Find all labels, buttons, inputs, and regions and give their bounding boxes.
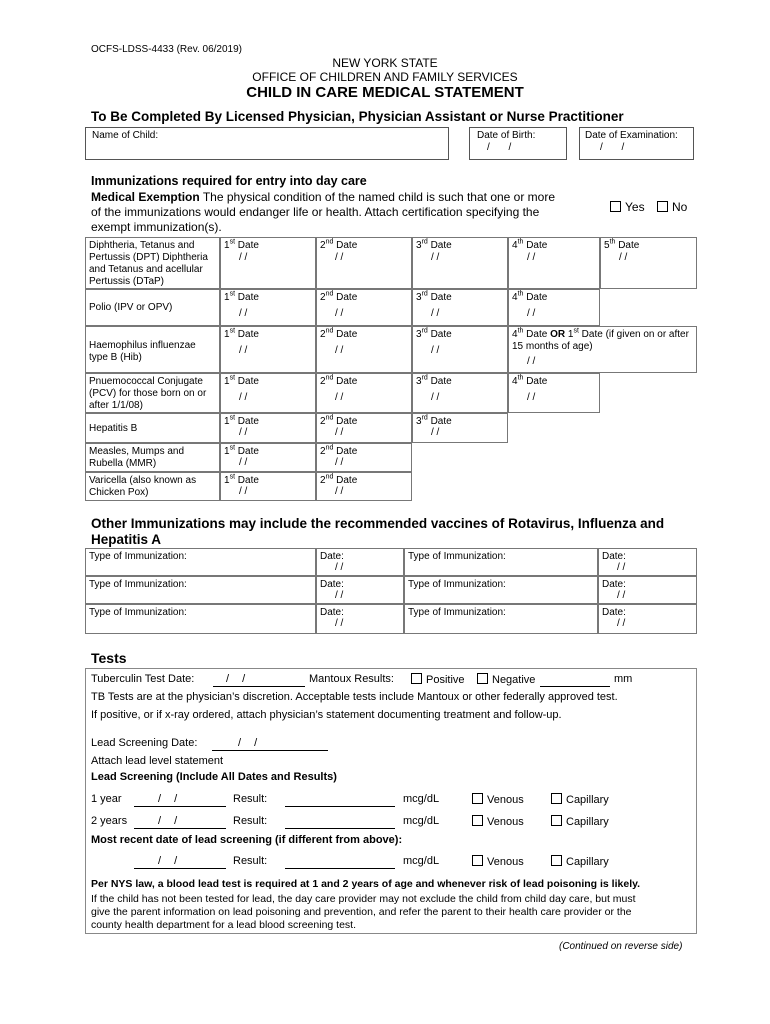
hepb-dose-3[interactable]: 3rd Date / / xyxy=(412,413,508,443)
hib-dose-4[interactable]: 4th Date OR 1st Date (if given on or after 15 months of age) / / xyxy=(508,326,697,373)
form-id: OCFS-LDSS-4433 (Rev. 06/2019) xyxy=(91,44,242,55)
year-2-venous-checkbox[interactable] xyxy=(472,815,483,826)
tests-heading: Tests xyxy=(91,650,127,666)
dtap-dose-4[interactable]: 4th Date / / xyxy=(508,237,600,289)
lead-law-bold: Per NYS law, a blood lead test is required at 1 and 2 years of age and whenever risk of lead poisoning is likely. xyxy=(91,878,641,890)
hib-dose-2[interactable]: 2nd Date / / xyxy=(316,326,412,373)
positive-label: Positive xyxy=(426,674,465,686)
mantoux-label: Mantoux Results: xyxy=(309,673,394,685)
lead-law-text: If the child has not been tested for lead, the day care provider may not exclude the child from child day care, but must give the parent information on lead poisoning and prevention, and refer the parent to their health care provider or the county health department for a lead blood screening test. xyxy=(91,893,636,931)
varicella-dose-1[interactable]: 1st Date / / xyxy=(220,472,316,501)
vaccine-name-hib: Haemophilus influenzae type B (Hib) xyxy=(85,326,220,373)
positive-checkbox[interactable] xyxy=(411,673,422,684)
recent-date-field[interactable] xyxy=(134,868,226,869)
dtap-dose-1[interactable]: 1st Date / / xyxy=(220,237,316,289)
year-2-capillary-checkbox[interactable] xyxy=(551,815,562,826)
year-1-result-label: Result: xyxy=(233,793,268,805)
vaccine-name-dtap: Diphtheria, Tetanus and Pertussis (DPT) Diphtheria and Tetanus and acellular Pertussis (DTaP) xyxy=(85,237,220,289)
vaccine-name-varicella: Varicella (also known as Chicken Pox) xyxy=(85,472,220,501)
varicella-dose-2[interactable]: 2nd Date / / xyxy=(316,472,412,501)
date-of-birth-field[interactable] xyxy=(469,127,567,160)
mmr-dose-1[interactable]: 1st Date / / xyxy=(220,443,316,472)
other-date-1[interactable]: Date: / / xyxy=(316,548,404,576)
exemption-yes-option[interactable] xyxy=(610,200,645,214)
vaccine-name-polio: Polio (IPV or OPV) xyxy=(85,289,220,326)
year-2-result-label: Result: xyxy=(233,815,268,827)
page-title: CHILD IN CARE MEDICAL STATEMENT xyxy=(246,84,524,101)
other-date-6[interactable]: Date: / / xyxy=(598,604,697,634)
hib-dose-3[interactable]: 3rd Date / / xyxy=(412,326,508,373)
pcv-dose-2[interactable]: 2nd Date / / xyxy=(316,373,412,413)
year-1-date-field[interactable] xyxy=(134,806,226,807)
exemption-label: Medical Exemption xyxy=(91,190,200,204)
date-of-examination-field[interactable] xyxy=(579,127,694,160)
year-1-venous-checkbox[interactable] xyxy=(472,793,483,804)
state-name: NEW YORK STATE xyxy=(332,56,438,70)
negative-label: Negative xyxy=(492,674,536,686)
no-label: No xyxy=(672,200,688,214)
pcv-dose-4[interactable]: 4th Date / / xyxy=(508,373,600,413)
recent-lead-heading: Most recent date of lead screening (if different from above): xyxy=(91,834,403,846)
mm-unit: mm xyxy=(614,673,633,685)
dtap-dose-5[interactable]: 5th Date / / xyxy=(600,237,697,289)
exam-label: Date of Examination: xyxy=(585,130,678,141)
exemption-line-1: The physical condition of the named child is such that one or more xyxy=(202,190,556,204)
vaccine-name-hepatitis-b: Hepatitis B xyxy=(85,413,220,443)
year-2-capillary-option[interactable]: Capillary xyxy=(551,815,609,828)
other-type-2[interactable]: Type of Immunization: xyxy=(404,548,598,576)
year-1-venous-option[interactable]: Venous xyxy=(472,793,524,806)
child-name-field[interactable] xyxy=(85,127,449,160)
dtap-dose-3[interactable]: 3rd Date / / xyxy=(412,237,508,289)
recent-result-field[interactable] xyxy=(285,868,395,869)
hepb-dose-2[interactable]: 2nd Date / / xyxy=(316,413,412,443)
other-immunizations-heading: Other Immunizations may include the recommended vaccines of Rotavirus, Influenza and Hepatitis A xyxy=(91,516,665,547)
year-2-date-blank: / / xyxy=(158,815,178,827)
recent-venous-checkbox[interactable] xyxy=(472,855,483,866)
tb-note: TB Tests are at the physician’s discretion. Acceptable tests include Mantoux or other federally approved test. xyxy=(91,691,618,703)
lead-date-label: Lead Screening Date: xyxy=(91,737,198,749)
office-name: OFFICE OF CHILDREN AND FAMILY SERVICES xyxy=(252,70,518,84)
year-2-label: 2 years xyxy=(91,815,128,827)
dtap-dose-2[interactable]: 2nd Date / / xyxy=(316,237,412,289)
other-type-3[interactable]: Type of Immunization: xyxy=(85,576,316,604)
recent-date-blank: / / xyxy=(158,855,178,867)
year-1-date-blank: / / xyxy=(158,793,178,805)
tuberculin-date-blank: / / xyxy=(226,673,246,685)
year-1-capillary-option[interactable]: Capillary xyxy=(551,793,609,806)
recent-venous-option[interactable]: Venous xyxy=(472,855,524,868)
other-type-4[interactable]: Type of Immunization: xyxy=(404,576,598,604)
lead-screening-heading: Lead Screening (Include All Dates and Results) xyxy=(91,771,337,783)
recent-capillary-option[interactable]: Capillary xyxy=(551,855,609,868)
other-type-1[interactable]: Type of Immunization: xyxy=(85,548,316,576)
year-1-capillary-checkbox[interactable] xyxy=(551,793,562,804)
recent-result-label: Result: xyxy=(233,855,268,867)
negative-checkbox[interactable] xyxy=(477,673,488,684)
polio-dose-3[interactable]: 3rd Date / / xyxy=(412,289,508,326)
dob-value: / / xyxy=(487,142,512,153)
year-1-label: 1 year xyxy=(91,793,122,805)
other-type-5[interactable]: Type of Immunization: xyxy=(85,604,316,634)
immunizations-heading: Immunizations required for entry into day care xyxy=(91,174,367,188)
exemption-line-3: exempt immunization(s). xyxy=(91,220,222,234)
year-2-date-field[interactable] xyxy=(134,828,226,829)
year-2-result-field[interactable] xyxy=(285,828,395,829)
other-date-3[interactable]: Date: / / xyxy=(316,576,404,604)
recent-unit: mcg/dL xyxy=(403,855,440,867)
continued-note: (Continued on reverse side) xyxy=(559,941,683,952)
tuberculin-date-label: Tuberculin Test Date: xyxy=(91,673,195,685)
pcv-dose-3[interactable]: 3rd Date / / xyxy=(412,373,508,413)
dob-label: Date of Birth: xyxy=(477,130,536,141)
mantoux-negative-option[interactable] xyxy=(477,673,535,686)
recent-capillary-checkbox[interactable] xyxy=(551,855,562,866)
other-date-4[interactable]: Date: / / xyxy=(598,576,697,604)
tuberculin-date-field[interactable] xyxy=(213,686,305,687)
vaccine-name-pcv: Pnuemococcal Conjugate (PCV) for those born on or after 1/1/08) xyxy=(85,373,220,413)
exemption-line-2: of the immunizations would endanger life or health. Attach certification specifying the xyxy=(91,205,540,219)
lead-date-field[interactable] xyxy=(212,750,328,751)
year-2-unit: mcg/dL xyxy=(403,815,440,827)
other-type-6[interactable]: Type of Immunization: xyxy=(404,604,598,634)
other-date-5[interactable]: Date: / / xyxy=(316,604,404,634)
attach-lead-text: Attach lead level statement xyxy=(91,755,224,767)
mmr-dose-2[interactable]: 2nd Date / / xyxy=(316,443,412,472)
exam-value: / / xyxy=(600,142,625,153)
year-1-result-field[interactable] xyxy=(285,806,395,807)
vaccine-name-mmr: Measles, Mumps and Rubella (MMR) xyxy=(85,443,220,472)
no-checkbox[interactable] xyxy=(657,201,668,212)
yes-label: Yes xyxy=(625,200,645,214)
child-name-label: Name of Child: xyxy=(92,130,159,141)
polio-dose-2[interactable]: 2nd Date / / xyxy=(316,289,412,326)
page-subtitle: To Be Completed By Licensed Physician, Physician Assistant or Nurse Practitioner xyxy=(91,109,624,124)
hib-dose-1[interactable]: 1st Date / / xyxy=(220,326,316,373)
other-date-2[interactable]: Date: / / xyxy=(598,548,697,576)
medical-exemption-text xyxy=(91,190,591,235)
mantoux-mm-field[interactable] xyxy=(540,686,610,687)
polio-dose-4[interactable]: 4th Date / / xyxy=(508,289,600,326)
polio-dose-1[interactable]: 1st Date / / xyxy=(220,289,316,326)
mantoux-positive-option[interactable] xyxy=(411,673,465,686)
hepb-dose-1[interactable]: 1st Date / / xyxy=(220,413,316,443)
pcv-dose-1[interactable]: 1st Date / / xyxy=(220,373,316,413)
year-2-venous-option[interactable]: Venous xyxy=(472,815,524,828)
year-1-unit: mcg/dL xyxy=(403,793,440,805)
yes-checkbox[interactable] xyxy=(610,201,621,212)
exemption-no-option[interactable] xyxy=(657,200,687,214)
positive-note: If positive, or if x-ray ordered, attach physician’s statement documenting treatment and follow-up. xyxy=(91,709,562,721)
lead-date-blank: / / xyxy=(238,737,258,749)
